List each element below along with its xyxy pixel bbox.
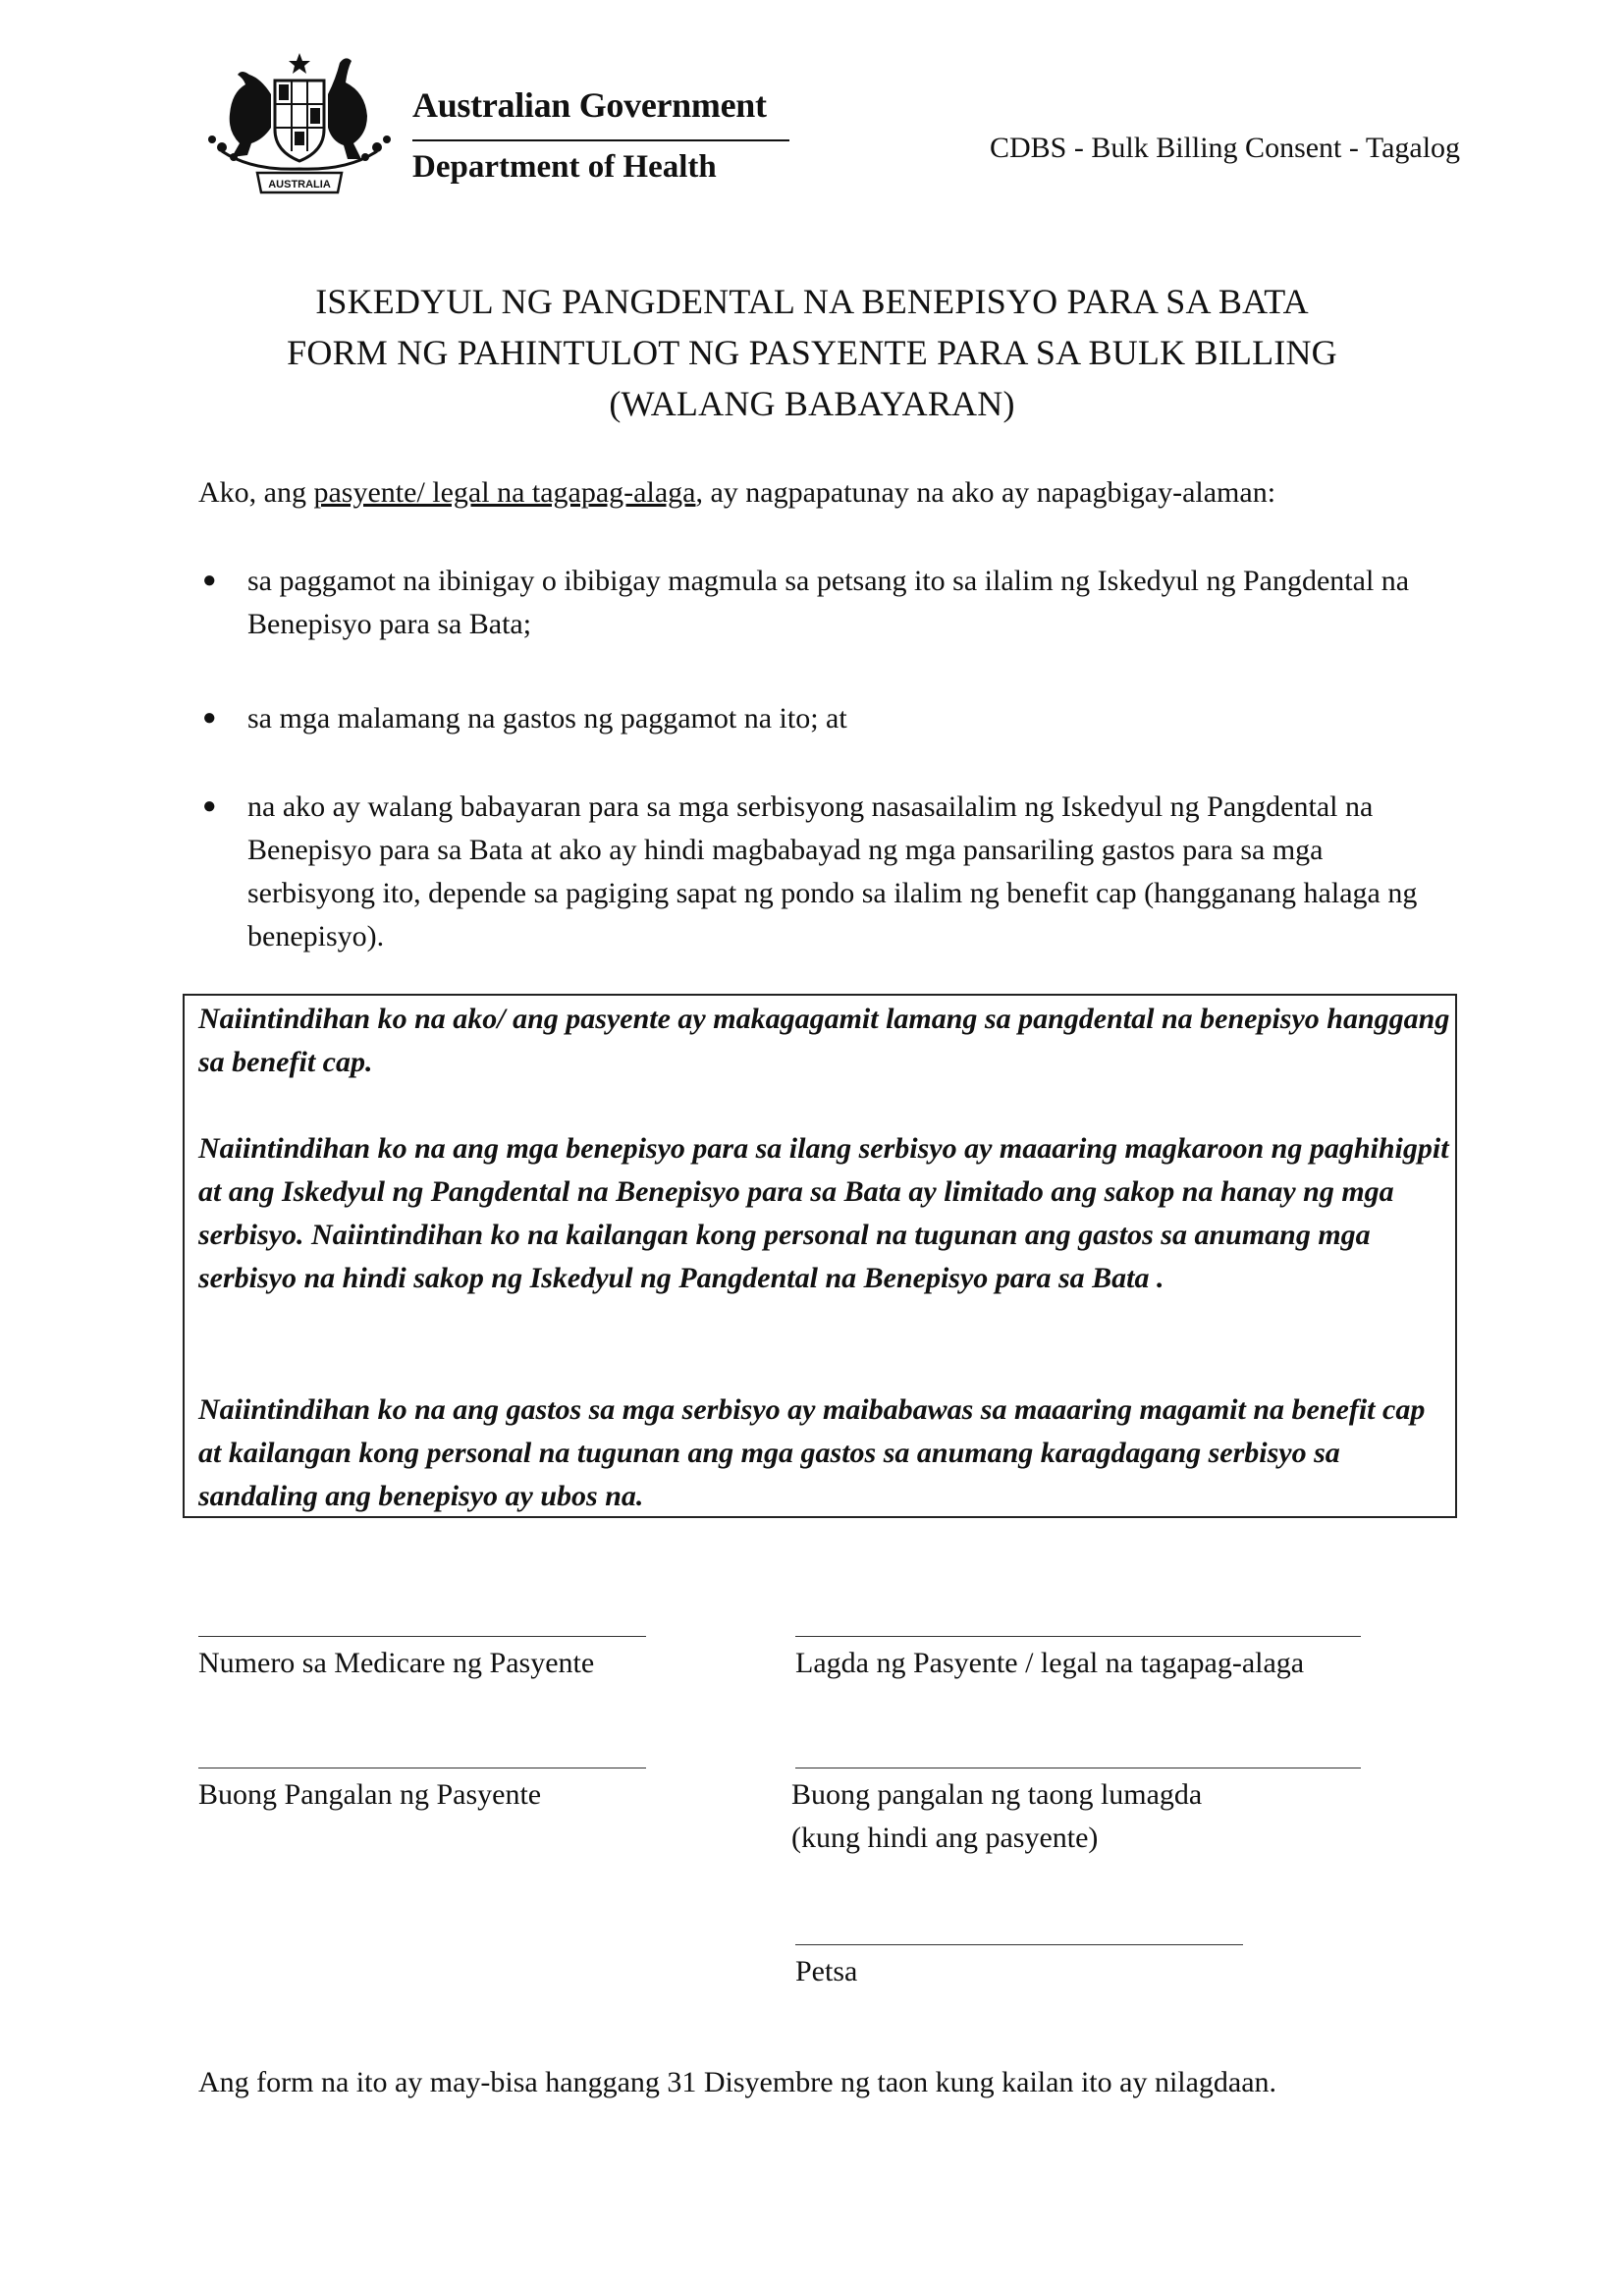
- department-name: Department of Health: [412, 149, 717, 185]
- coat-of-arms-logo: [192, 49, 406, 198]
- medicare-number-field[interactable]: [198, 1636, 646, 1637]
- notice-paragraph-3: Naiintindihan ko na ang gastos sa mga serbisyo ay maibabawas sa maaaring magamit na benefit cap at kailangan kong personal na tugunan ang mga gastos sa anumang karagdagang serbisyo sa sandaling ang benepisyo ay ubos na.: [198, 1393, 1426, 1512]
- date-label: Petsa: [795, 1955, 858, 1987]
- bullet-icon: ●: [202, 705, 217, 731]
- date-field[interactable]: [795, 1944, 1243, 1945]
- bullet-item-1: sa paggamot na ibinigay o ibibigay magmula sa petsang ito sa ilalim ng Iskedyul ng Pangdental na Benepisyo para sa Bata;: [247, 565, 1410, 640]
- medicare-number-label: Numero sa Medicare ng Pasyente: [198, 1647, 595, 1679]
- bullet-item-3: na ako ay walang babayaran para sa mga serbisyong nasasailalim ng Iskedyul ng Pangdental na Benepisyo para sa Bata at ako ay hindi magbabayad ng mga pansariling gastos para sa mga serbisyong ito, depende sa pagiging sapat ng pondo sa ilalim ng benefit cap (hangganang halaga ng benepisyo).: [247, 790, 1418, 952]
- intro-statement: [198, 471, 1275, 515]
- patient-full-name-label: Buong Pangalan ng Pasyente: [198, 1778, 542, 1811]
- header-divider: [412, 139, 789, 141]
- validity-statement: Ang form na ito ay may-bisa hanggang 31 Disyembre ng taon kung kailan ito ay nilagdaan.: [198, 2066, 1277, 2098]
- bullet-icon: ●: [202, 793, 217, 819]
- document-code: CDBS - Bulk Billing Consent - Tagalog: [990, 132, 1461, 164]
- intro-after: , ay nagpapatunay na ako ay napagbigay-alaman:: [695, 476, 1276, 509]
- signer-full-name-label: Buong pangalan ng taong lumagda: [791, 1778, 1203, 1811]
- intro-before: Ako, ang: [198, 476, 314, 509]
- notice-paragraph-2: Naiintindihan ko na ang mga benepisyo para sa ilang serbisyo ay maaaring magkaroon ng paghihigpit at ang Iskedyul ng Pangdental na Benepisyo para sa Bata ay limitado ang sakop na hanay ng mga serbisyo. Naiintindihan ko na kailangan kong personal na tugunan ang gastos sa anumang mga serbisyo na hindi sakop ng Iskedyul ng Pangdental na Benepisyo para sa Bata .: [198, 1132, 1449, 1294]
- intro-underlined-role: pasyente/ legal na tagapag-alaga: [313, 476, 696, 509]
- patient-signature-field[interactable]: [795, 1636, 1361, 1637]
- patient-signature-label: Lagda ng Pasyente / legal na tagapag-alaga: [795, 1647, 1305, 1679]
- notice-paragraph-1: Naiintindihan ko na ako/ ang pasyente ay makagagamit lamang sa pangdental na benepisyo hanggang sa benefit cap.: [198, 1003, 1450, 1078]
- bullet-item-2: sa mga malamang na gastos ng paggamot na ito; at: [247, 702, 847, 734]
- signer-note-label: (kung hindi ang pasyente): [791, 1822, 1099, 1854]
- form-title-line-2: FORM NG PAHINTULOT NG PASYENTE PARA SA BULK BILLING: [287, 333, 1337, 372]
- government-name: Australian Government: [412, 85, 767, 125]
- crest-icon: [192, 49, 406, 198]
- form-title-line-1: ISKEDYUL NG PANGDENTAL NA BENEPISYO PARA SA BATA: [315, 282, 1309, 321]
- svg-text:AUSTRALIA: AUSTRALIA: [268, 179, 331, 190]
- form-title-line-3: (WALANG BABAYARAN): [609, 384, 1015, 423]
- bullet-icon: ●: [202, 568, 217, 593]
